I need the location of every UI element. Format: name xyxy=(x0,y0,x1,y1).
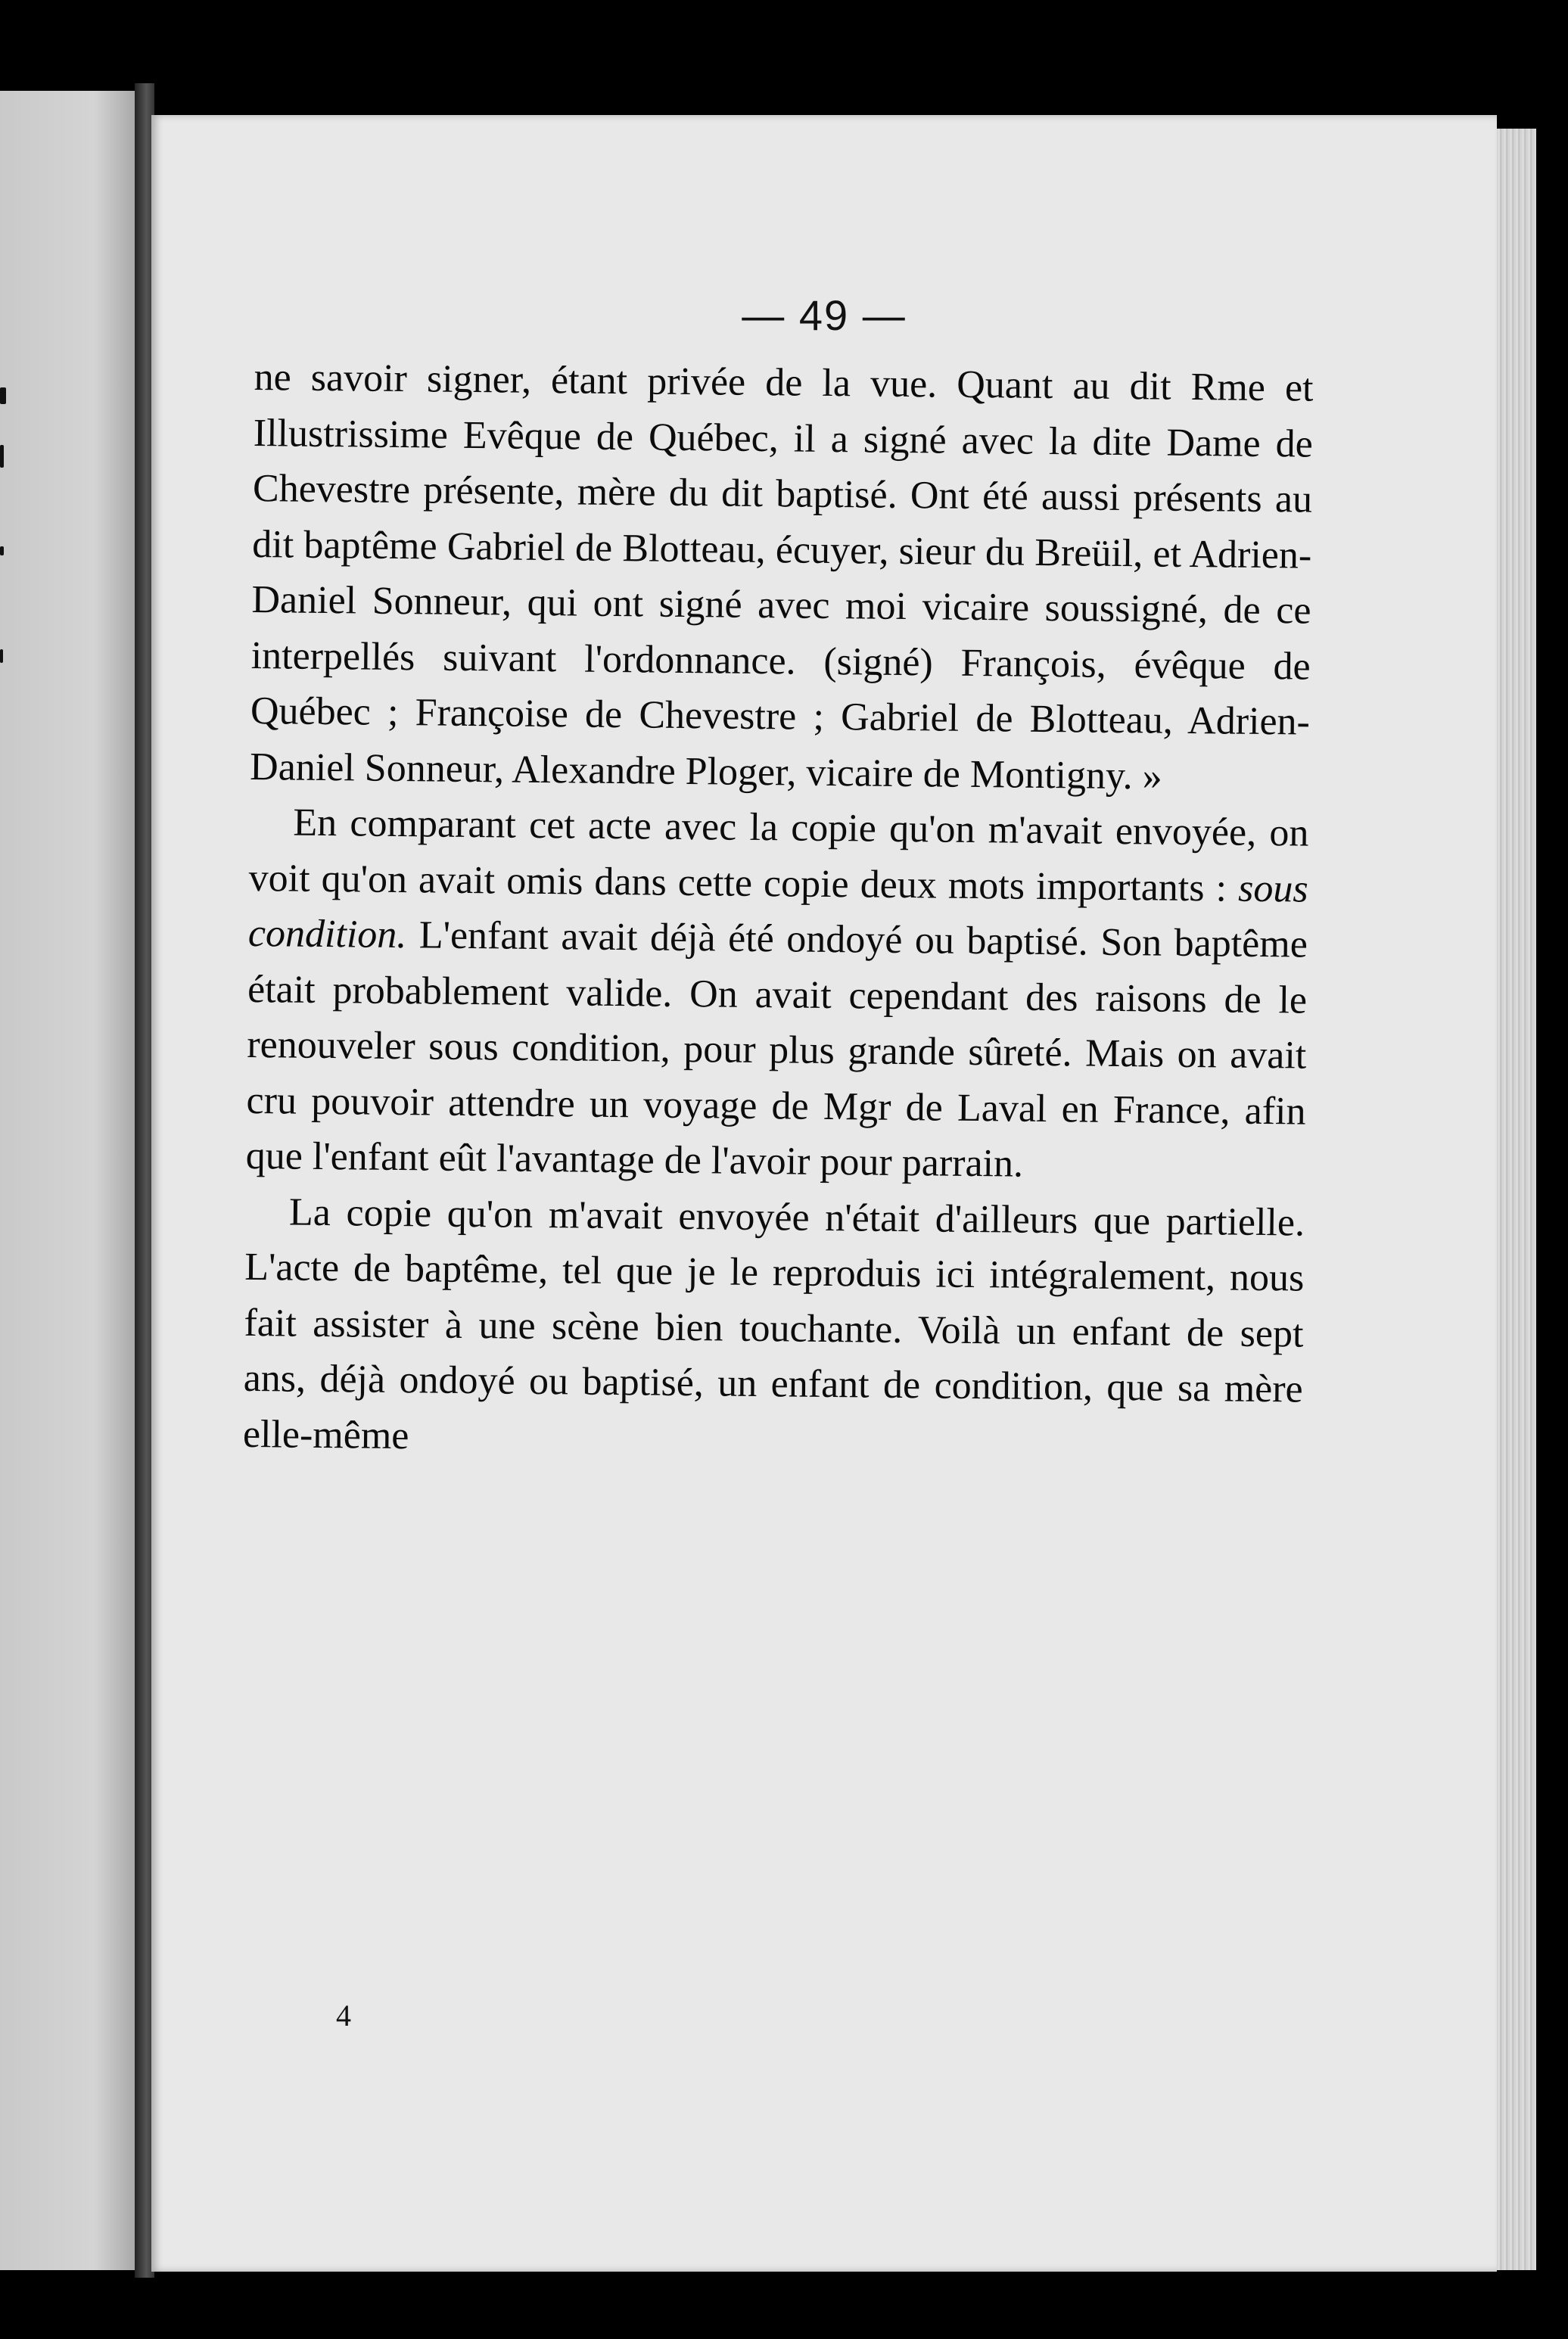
paragraph-3: La copie qu'on m'avait envoyée n'était d'ailleurs que partielle. L'acte de baptême, tel que je le reproduis ici intégralement, nous fait assister à une scène bien touchante. Voilà un enfant de sept ans, déjà ondoyé ou baptisé, un enfant de condition, que sa mère elle-même xyxy=(242,1190,1305,1457)
facing-page-edge xyxy=(0,91,135,2270)
paragraph-2-italic: sous condition. xyxy=(247,866,1308,957)
paragraph-1: ne savoir signer, étant privée de la vue. Quant au dit Rme et Illustrissime Evêque de Québec, il a signé avec la dite Dame de Chevestre présente, mère du dit baptisé. Ont été aussi présents au dit baptême Gabriel de Blotteau, écuyer, sieur du Breüil, et Adrien-Daniel Sonneur, qui ont signé avec moi vicaire soussigné, de ce interpellés suivant l'ordonnance. (signé) François, évêque de Québec ; Françoise de Chevestre ; Gabriel de Blotteau, Adrien-Daniel Sonneur, Alexandre Ploger, vicaire de Montigny. » xyxy=(249,355,1314,798)
facing-page-mark xyxy=(0,445,4,468)
paragraph-2-text-b: L'enfant avait déjà été ondoyé ou baptisé. Son baptême était probablement valide. On avait cependant des raisons de le renouveler sous condition, pour plus grande sûreté. Mais on avait cru pouvoir attendre un voyage de Mgr de Laval en France, afin que l'enfant eût l'avantage de l'avoir pour parrain. xyxy=(245,913,1308,1186)
signature-mark: 4 xyxy=(336,1998,351,2033)
page-number: — 49 — xyxy=(742,291,907,339)
book-page xyxy=(151,115,1497,2272)
facing-page-mark xyxy=(0,387,6,404)
paragraph-2-text-a: En comparant cet acte avec la copie qu'on m'avait envoyée, on voit qu'on avait omis dans cette copie deux mots importants : xyxy=(248,801,1309,910)
page-edges xyxy=(1497,129,1536,2270)
paragraph-2 xyxy=(245,795,1308,1195)
page-body xyxy=(243,350,1314,1473)
facing-page-mark xyxy=(0,546,4,555)
facing-page-mark xyxy=(0,649,3,663)
